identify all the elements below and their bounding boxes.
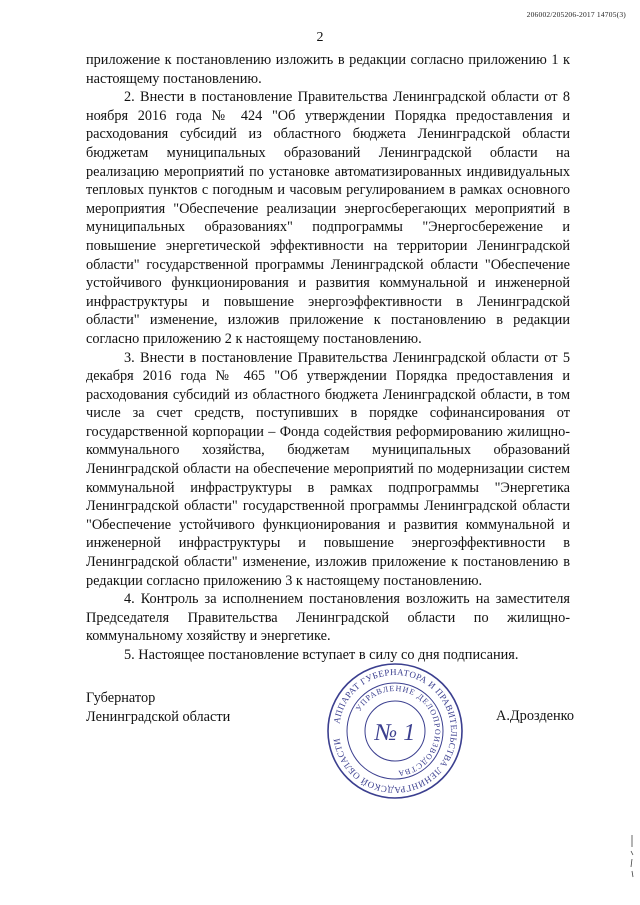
stamp-number: № 1 <box>374 720 416 746</box>
paragraph-item-4: 4. Контроль за исполнением постановления возложить на заместителя Председателя Правительства Ленинградской области по жилищно-коммунальному хозяйству и энергетике. <box>86 591 570 645</box>
document-body <box>86 51 570 665</box>
stamp-inner-text: УПРАВЛЕНИЕ ДЕЛОПРОИЗВОДСТВА <box>353 683 443 779</box>
paragraph-continuation: приложение к постановлению изложить в редакции согласно приложению 1 к настоящему постановлению. <box>86 52 570 87</box>
page-number: 2 <box>316 30 324 45</box>
paragraph-item-2: 2. Внести в постановление Правительства Ленинградской области от 8 ноября 2016 года № 424 "Об утверждении Порядка предоставления и расходования субсидий из областного бюджета Ленинградской области бюджетам муниципальных образований Ленинградской области на реализацию мероприятий по установке автоматизированных индивидуальных тепловых пунктов с погодным и часовым регулированием в рамках основного мероприятия "Обеспечение реализации энергосберегающих мероприятий в муниципальных образованиях" подпрограммы "Энергосбережение и повышение энергетической эффективности на территории Ленинградской области" государственной программы Ленинградской области "Обеспечение устойчивого функционирования и развития коммунальной и инженерной инфраструктуры и повышение энергоэффективности в Ленинградской области" изменение, изложив приложение к постановлению в редакции согласно приложению 2 к настоящему постановлению. <box>86 89 570 347</box>
signatory-title-line1: Губернатор <box>86 690 156 706</box>
document-id: 206002/205206-2017 14705(3) <box>526 10 626 19</box>
stamp-ring-text: АППАРАТ ГУБЕРНАТОРА И ПРАВИТЕЛЬСТВА ЛЕНИНГРАДСКОЙ ОБЛАСТИ <box>331 666 460 796</box>
margin-handwritten-mark <box>628 833 636 879</box>
signatory-title <box>86 689 230 726</box>
signatory-title-line2: Ленинградской области <box>86 708 231 725</box>
official-stamp <box>325 661 465 801</box>
paragraph-item-5: 5. Настоящее постановление вступает в силу со дня подписания. <box>124 647 519 663</box>
signatory-name: А.Дрозденко <box>496 708 574 724</box>
paragraph-item-3: 3. Внести в постановление Правительства Ленинградской области от 5 декабря 2016 года № 465 "Об утверждении Порядка предоставления и расходования субсидий из областного бюджета Ленинградской области, в том числе за счет средств, поступивших в порядке софинансирования от государственной корпорации – Фонда содействия реформированию жилищно-коммунального хозяйства, бюджетам муниципальных образований Ленинградской области на обеспечение мероприятий по модернизации систем коммунальной инфраструктуры в рамках подпрограммы "Энергетика Ленинградской области" государственной программы Ленинградской области "Обеспечение устойчивого функционирования и развития коммунальной и инженерной инфраструктуры и повышение энергоэффективности в Ленинградской области" изменение, изложив приложение к постановлению в редакции согласно приложению 3 к настоящему постановлению. <box>86 349 570 589</box>
